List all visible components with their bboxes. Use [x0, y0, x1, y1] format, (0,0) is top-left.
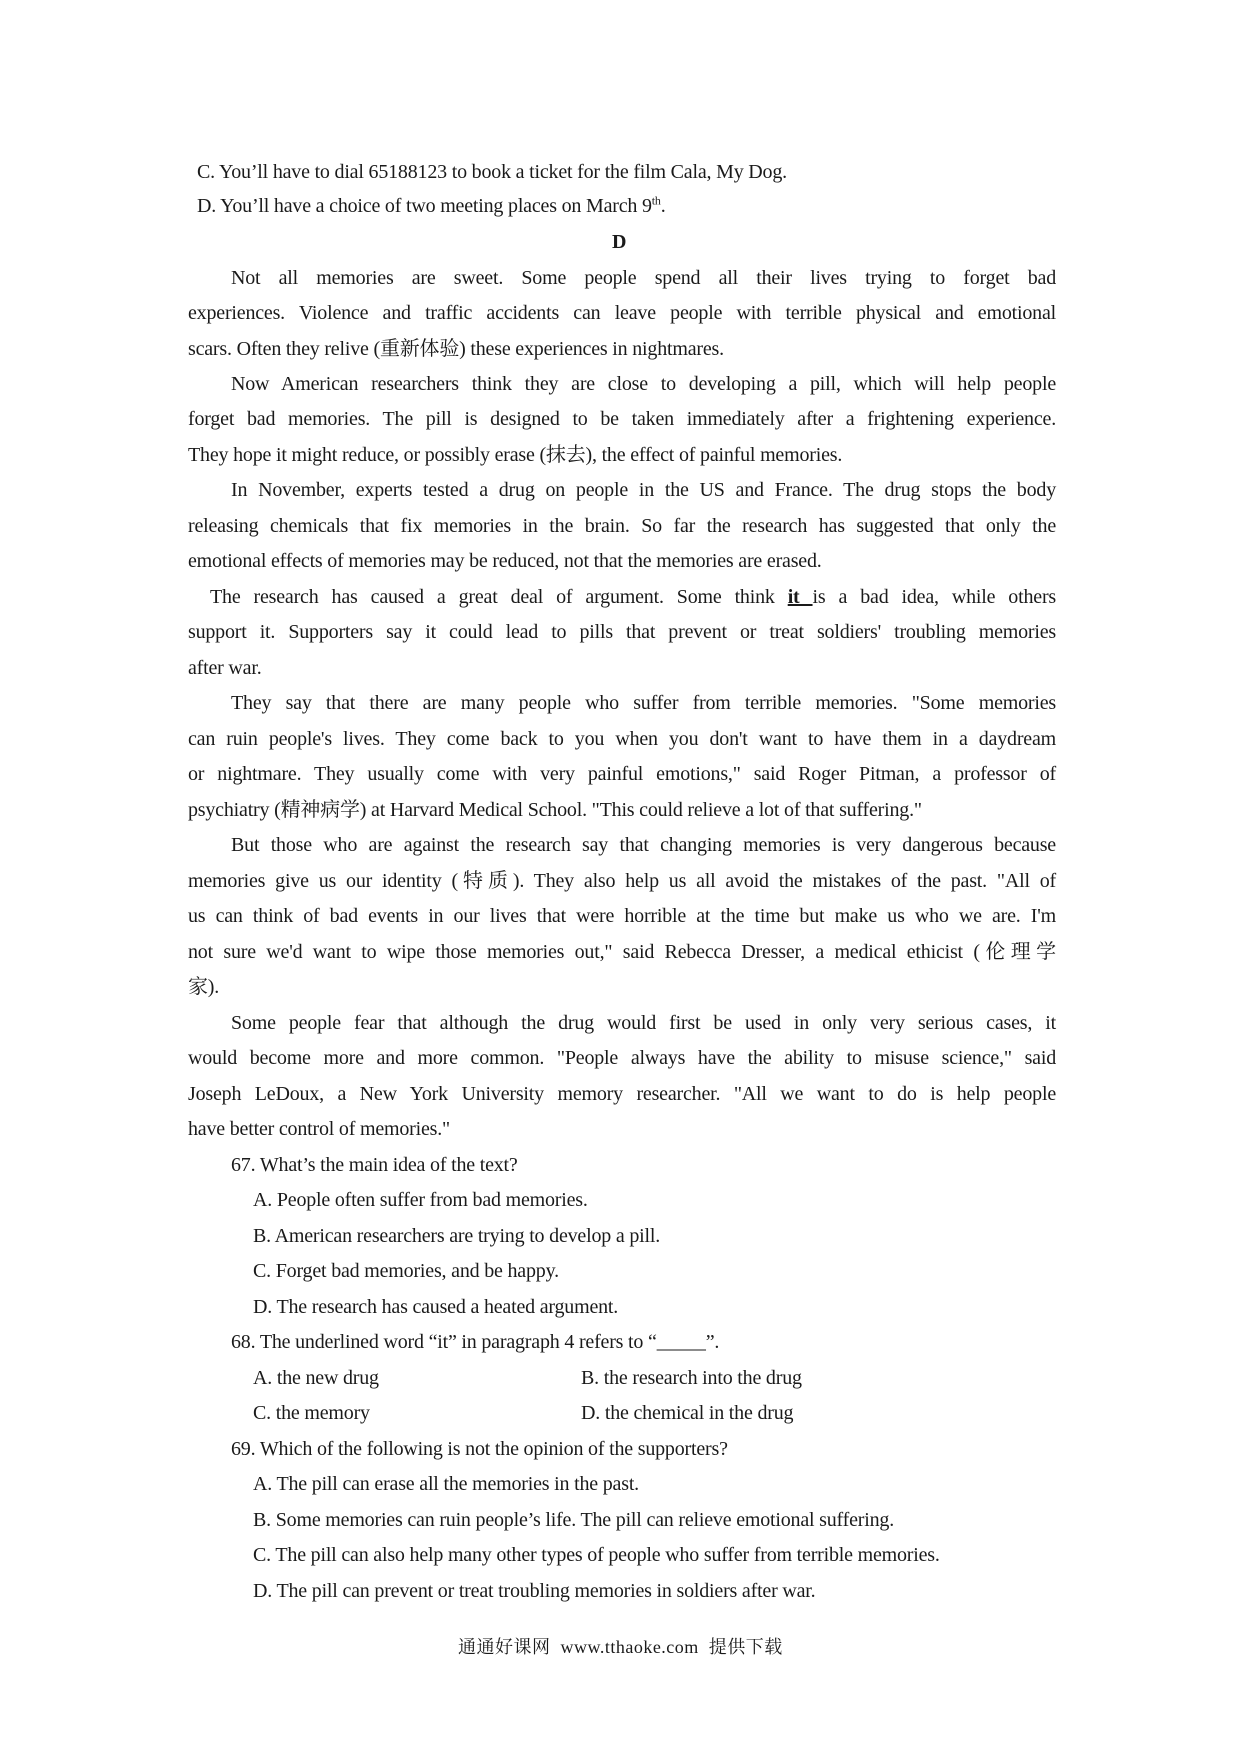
passage-line: But those who are against the research say that changing memories is very dangerous because [231, 834, 1056, 856]
question-67-option-b: B. American researchers are trying to develop a pill. [253, 1225, 661, 1247]
passage-line: have better control of memories." [188, 1118, 451, 1140]
question-68-option-a: A. the new drug [253, 1367, 379, 1389]
passage-line: would become more and more common. "People always have the ability to misuse science," said [188, 1047, 1056, 1069]
passage-line: after war. [188, 657, 262, 679]
prev-option-d-text: D. You’ll have a choice of two meeting places on March 9 [197, 195, 652, 217]
passage-text: The research has caused a great deal of argument. Some think [210, 586, 788, 608]
underlined-word: it [787, 586, 813, 608]
question-67-stem: 67. What’s the main idea of the text? [231, 1154, 518, 1176]
prev-option-d [197, 193, 666, 219]
passage-line: experiences. Violence and traffic accidents can leave people with terrible physical and emotional [188, 302, 1056, 324]
passage-line: releasing chemicals that fix memories in the brain. So far the research has suggested that only the [188, 515, 1056, 537]
passage-line: Not all memories are sweet. Some people spend all their lives trying to forget bad [231, 267, 1056, 289]
question-67-option-d: D. The research has caused a heated argument. [253, 1296, 619, 1318]
passage-line: Now American researchers think they are close to developing a pill, which will help people [231, 373, 1056, 395]
page-footer: 通通好课网 www.tthaoke.com 提供下载 [458, 1637, 783, 1657]
question-67-option-a: A. People often suffer from bad memories. [253, 1189, 588, 1211]
passage-line: scars. Often they relive (重新体验) these experiences in nightmares. [188, 338, 724, 360]
passage-line: us can think of bad events in our lives that were horrible at the time but make us who we are. I'm [188, 905, 1056, 927]
passage-line: memories give us our identity (特质). They also help us all avoid the mistakes of the past. "All of [188, 870, 1056, 892]
question-68-stem: 68. The underlined word “it” in paragraph 4 refers to “_____”. [231, 1331, 720, 1353]
passage-line: support it. Supporters say it could lead to pills that prevent or treat soldiers' troubling memories [188, 621, 1056, 643]
passage-line: forget bad memories. The pill is designed to be taken immediately after a frightening experience. [188, 408, 1056, 430]
question-67-option-c: C. Forget bad memories, and be happy. [253, 1260, 559, 1282]
passage-line: Joseph LeDoux, a New York University memory researcher. "All we want to do is help people [188, 1083, 1056, 1105]
question-68-option-d: D. the chemical in the drug [581, 1402, 794, 1424]
question-69-option-b: B. Some memories can ruin people’s life. The pill can relieve emotional suffering. [253, 1509, 895, 1531]
passage-line: psychiatry (精神病学) at Harvard Medical School. "This could relieve a lot of that suffering." [188, 799, 922, 821]
prev-option-d-end: . [660, 195, 666, 217]
question-69-option-c: C. The pill can also help many other types of people who suffer from terrible memories. [253, 1544, 940, 1566]
prev-option-c: C. You’ll have to dial 65188123 to book a ticket for the film Cala, My Dog. [197, 161, 787, 183]
passage-text: is a bad idea, while others [812, 586, 1056, 608]
question-69-stem: 69. Which of the following is not the opinion of the supporters? [231, 1438, 728, 1460]
passage-line: 家). [188, 976, 220, 998]
question-68-option-c: C. the memory [253, 1402, 370, 1424]
passage-line: or nightmare. They usually come with very painful emotions," said Roger Pitman, a professor of [188, 763, 1056, 785]
passage-line: Some people fear that although the drug would first be used in only very serious cases, it [231, 1012, 1056, 1034]
passage-line: can ruin people's lives. They come back to you when you don't want to have them in a daydream [188, 728, 1056, 750]
passage-line [210, 584, 1056, 610]
passage-line: They say that there are many people who suffer from terrible memories. "Some memories [231, 692, 1056, 714]
question-69-option-d: D. The pill can prevent or treat troubling memories in soldiers after war. [253, 1580, 816, 1602]
passage-line: In November, experts tested a drug on people in the US and France. The drug stops the body [231, 479, 1056, 501]
superscript: th [651, 193, 661, 208]
question-68-option-b: B. the research into the drug [581, 1367, 802, 1389]
question-69-option-a: A. The pill can erase all the memories in the past. [253, 1473, 639, 1495]
section-title: D [612, 231, 627, 253]
passage-line: emotional effects of memories may be reduced, not that the memories are erased. [188, 550, 822, 572]
passage-line: They hope it might reduce, or possibly erase (抹去), the effect of painful memories. [188, 444, 843, 466]
passage-line: not sure we'd want to wipe those memories out," said Rebecca Dresser, a medical ethicist (伦理学 [188, 941, 1056, 963]
